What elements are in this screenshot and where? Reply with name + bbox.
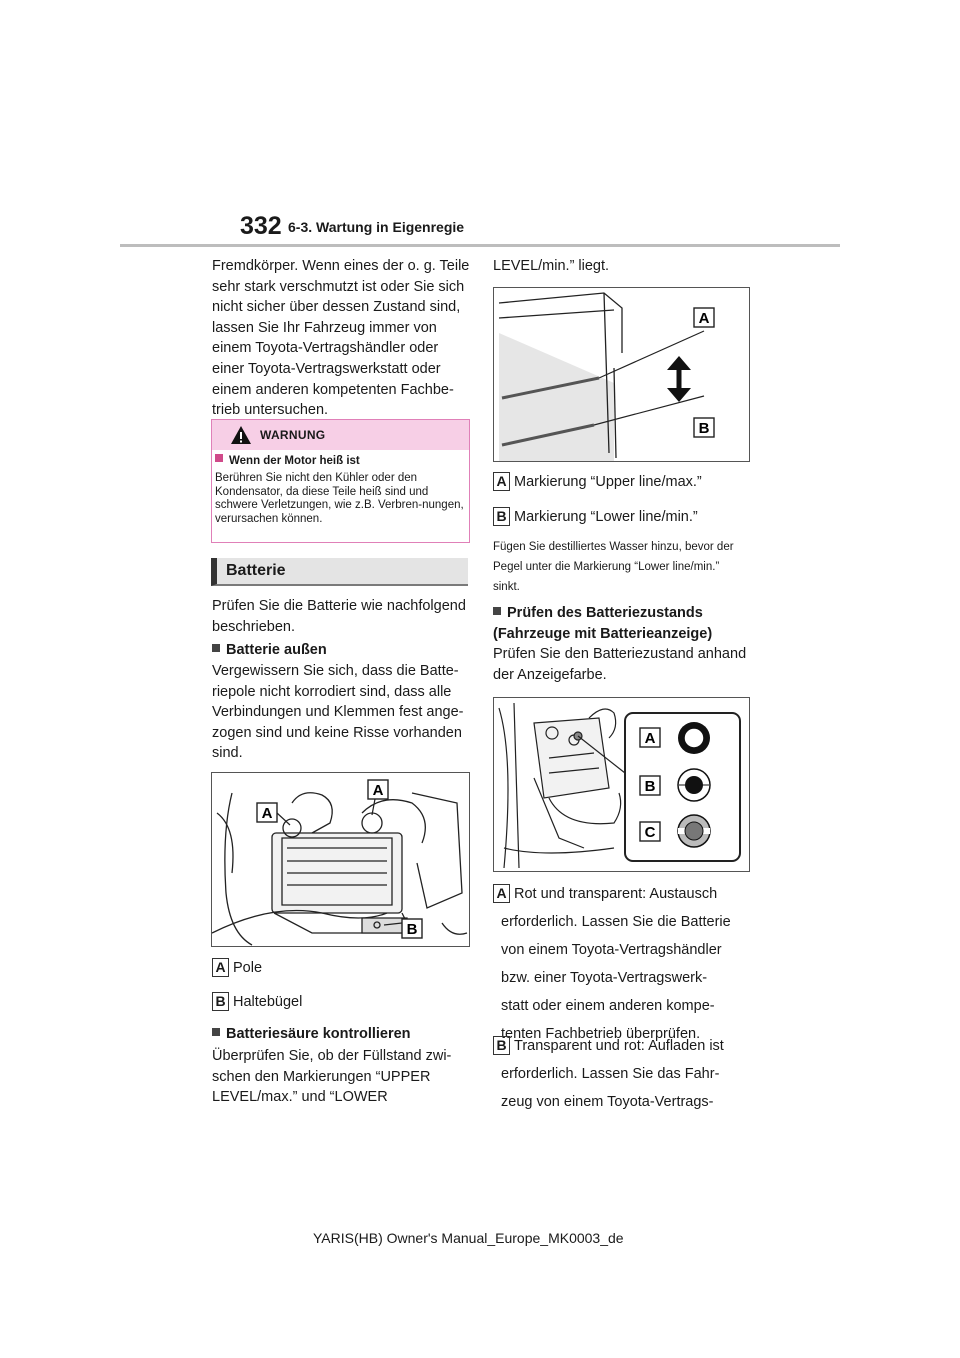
state-heading: Prüfen des Batteriezustands (Fahrzeuge mit Batterieanzeige) bbox=[493, 605, 713, 642]
fig1-legend-a: A Pole bbox=[212, 958, 470, 979]
state-text: Prüfen Sie den Batteriezustand anhand der Anzeigefarbe. bbox=[493, 646, 747, 683]
page-number: 332 bbox=[240, 212, 282, 240]
fig1-legend-b: B Haltebügel bbox=[212, 992, 470, 1013]
intro-paragraph: Fremdkörper. Wenn eines der o. g. Teile sehr stark verschmutzt ist oder Sie sich nicht sicher über dessen Zustand sind, lassen Sie Ihr Fahrzeug immer von einem Toyota-Vertragshändler oder einer Toyota-Vertragswerkstatt oder einem anderen kompetenten Fachbe-trieb untersuchen. bbox=[212, 258, 470, 419]
acid-text: Überprüfen Sie, ob der Füllstand zwi-schen den Markierungen “UPPER LEVEL/max.” und “LOWER bbox=[212, 1048, 452, 1106]
battery-heading: Batterie bbox=[226, 562, 286, 579]
battery-heading-bar bbox=[211, 558, 468, 586]
acid-heading: Batteriesäure kontrollieren bbox=[212, 1024, 470, 1045]
fig3-label-b: B bbox=[644, 778, 656, 795]
bullet-icon bbox=[215, 454, 223, 462]
fig2-label-a: A bbox=[698, 310, 710, 327]
fig1-label-a1: A bbox=[261, 805, 273, 822]
battery-terminals-figure bbox=[211, 772, 470, 947]
warning-box bbox=[211, 419, 470, 543]
bullet-icon bbox=[212, 644, 220, 652]
manual-footer: YARIS(HB) Owner's Manual_Europe_MK0003_de bbox=[313, 1230, 624, 1246]
fig2-legend-a: A Markierung “Upper line/max.” bbox=[493, 472, 755, 493]
fig1-label-a2: A bbox=[372, 782, 384, 799]
fig3-label-c: C bbox=[644, 824, 656, 841]
fluid-level-figure bbox=[493, 287, 750, 462]
battery-intro: Prüfen Sie die Batterie wie nachfolgend beschrieben. bbox=[212, 598, 466, 635]
legend-key: A bbox=[212, 958, 229, 977]
warning-subtitle: Wenn der Motor heiß ist bbox=[215, 454, 360, 467]
outside-heading: Batterie außen bbox=[212, 640, 470, 661]
section-title: 6-3. Wartung in Eigenregie bbox=[288, 219, 465, 235]
legend-key: A bbox=[493, 472, 510, 491]
battery-indicator-figure bbox=[493, 697, 750, 872]
legend-key: B bbox=[212, 992, 229, 1011]
warning-title: WARNUNG bbox=[260, 428, 326, 442]
fig3-label-a: A bbox=[644, 730, 656, 747]
header-rule bbox=[120, 244, 840, 247]
fig1-label-b: B bbox=[406, 921, 418, 938]
water-note: Fügen Sie destilliertes Wasser hinzu, bevor der Pegel unter die Markierung “Lower line/min.” sinkt. bbox=[493, 541, 734, 593]
fig2-label-b: B bbox=[698, 420, 710, 437]
legend-key: A bbox=[493, 884, 510, 903]
warning-header bbox=[212, 420, 469, 450]
continuation-text: LEVEL/min.” liegt. bbox=[493, 258, 610, 274]
warning-icon bbox=[230, 425, 252, 445]
outside-text: Vergewissern Sie sich, dass die Batte-riepole nicht korrodiert sind, dass alle Verbindungen und Klemmen fest ange-zogen sind und keine Risse vorhanden sind. bbox=[212, 663, 464, 762]
bullet-icon bbox=[493, 607, 501, 615]
warning-body: Berühren Sie nicht den Kühler oder den Kondensator, da diese Teile heiß sind und schwere Verletzungen, wie z.B. Verbren-nungen, verursachen können. bbox=[215, 472, 464, 525]
legend-key: B bbox=[493, 1036, 510, 1055]
fig2-legend-b: B Markierung “Lower line/min.” bbox=[493, 507, 755, 528]
bullet-icon bbox=[212, 1028, 220, 1036]
indicator-item-a: A Rot und transparent: Austausch erforderlich. Lassen Sie die Batterie von einem Toyota-Vertragshändler bzw. einer Toyota-Vertragswerk- statt oder einem anderen kompe- tenten Fachbetrieb überprüfen. bbox=[493, 882, 755, 1046]
indicator-item-b: B Transparent und rot: Aufladen ist erforderlich. Lassen Sie das Fahr- zeug von einem Toyota-Vertrags- bbox=[493, 1034, 755, 1114]
legend-key: B bbox=[493, 507, 510, 526]
